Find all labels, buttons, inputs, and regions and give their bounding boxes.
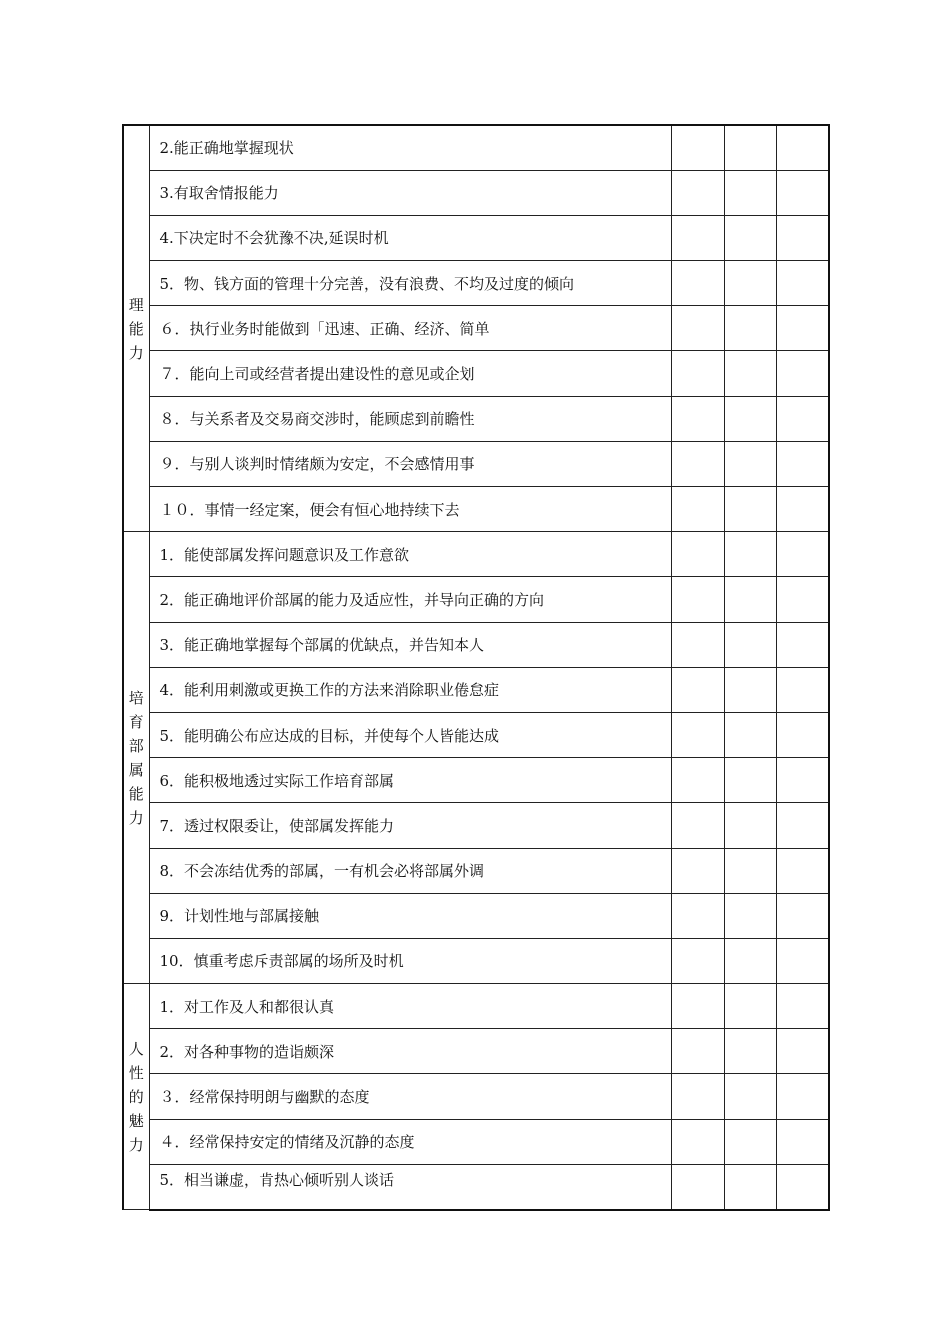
item-cell: 3.有取舍情报能力 [149,170,671,215]
score-cell[interactable] [671,441,724,486]
table-row [123,893,829,938]
score-cell[interactable] [776,1029,829,1074]
table-row [123,1119,829,1164]
score-cell[interactable] [724,622,776,667]
category-label: 理能力 [128,295,144,362]
score-cell[interactable] [724,984,776,1029]
score-cell[interactable] [776,984,829,1029]
table-row [123,396,829,441]
score-cell[interactable] [724,848,776,893]
item-cell: 2．对各种事物的造诣颇深 [149,1029,671,1074]
item-cell: ６．执行业务时能做到「迅速、正确、经济、简单 [149,306,671,351]
score-cell[interactable] [724,532,776,577]
score-cell[interactable] [724,1029,776,1074]
item-cell: 2．能正确地评价部属的能力及适应性，并导向正确的方向 [149,577,671,622]
table-row [123,170,829,215]
score-cell[interactable] [776,803,829,848]
category-cell [123,125,149,532]
score-cell[interactable] [776,667,829,712]
table-row [123,487,829,532]
score-cell[interactable] [724,487,776,532]
score-cell[interactable] [724,938,776,983]
table-row [123,984,829,1029]
item-cell: 6．能积极地透过实际工作培育部属 [149,758,671,803]
score-cell[interactable] [724,712,776,757]
score-cell[interactable] [671,803,724,848]
score-cell[interactable] [724,758,776,803]
score-cell[interactable] [671,938,724,983]
score-cell[interactable] [724,1164,776,1209]
item-cell: 5．物、钱方面的管理十分完善，没有浪费、不均及过度的倾向 [149,261,671,306]
item-cell: 9．计划性地与部属接触 [149,893,671,938]
score-cell[interactable] [776,532,829,577]
score-cell[interactable] [776,306,829,351]
item-cell: 1．能使部属发挥问题意识及工作意欲 [149,532,671,577]
item-cell: ７．能向上司或经营者提出建设性的意见或企划 [149,351,671,396]
item-cell: 4．能利用刺激或更换工作的方法来消除职业倦怠症 [149,667,671,712]
score-cell[interactable] [776,125,829,170]
score-cell[interactable] [671,351,724,396]
score-cell[interactable] [671,893,724,938]
item-cell: ８．与关系者及交易商交涉时，能顾虑到前瞻性 [149,396,671,441]
table-row [123,1029,829,1074]
score-cell[interactable] [776,758,829,803]
score-cell[interactable] [671,170,724,215]
score-cell[interactable] [776,441,829,486]
item-cell: ４．经常保持安定的情绪及沉静的态度 [149,1119,671,1164]
score-cell[interactable] [776,1074,829,1119]
score-cell[interactable] [671,215,724,260]
score-cell[interactable] [671,1119,724,1164]
score-cell[interactable] [671,396,724,441]
item-cell: 4.下决定时不会犹豫不决,延误时机 [149,215,671,260]
table-row [123,667,829,712]
item-cell: １０．事情一经定案，便会有恒心地持续下去 [149,487,671,532]
score-cell[interactable] [671,667,724,712]
score-cell[interactable] [671,1074,724,1119]
score-cell[interactable] [724,306,776,351]
score-cell[interactable] [776,1164,829,1209]
table-row [123,306,829,351]
score-cell[interactable] [776,215,829,260]
table-row [123,261,829,306]
score-cell[interactable] [776,170,829,215]
table-row [123,803,829,848]
item-cell: 3．能正确地掌握每个部属的优缺点，并告知本人 [149,622,671,667]
score-cell[interactable] [671,984,724,1029]
score-cell[interactable] [671,261,724,306]
table-row [123,532,829,577]
score-cell[interactable] [724,125,776,170]
table-row [123,938,829,983]
score-cell[interactable] [671,848,724,893]
score-cell[interactable] [776,893,829,938]
item-cell: 5．能明确公布应达成的目标，并使每个人皆能达成 [149,712,671,757]
table-row [123,1164,829,1209]
score-cell[interactable] [724,396,776,441]
score-cell[interactable] [776,396,829,441]
evaluation-table [122,124,830,1211]
table-row [123,351,829,396]
score-cell[interactable] [776,622,829,667]
table-row [123,848,829,893]
item-cell: 5．相当谦虚，肯热心倾听别人谈话 [149,1164,671,1209]
score-cell[interactable] [671,487,724,532]
table-row [123,577,829,622]
category-cell [123,984,149,1210]
score-cell[interactable] [776,848,829,893]
item-cell: 2.能正确地掌握现状 [149,125,671,170]
score-cell[interactable] [724,215,776,260]
score-cell[interactable] [776,577,829,622]
item-cell: 1．对工作及人和都很认真 [149,984,671,1029]
item-cell: 10．慎重考虑斥责部属的场所及时机 [149,938,671,983]
score-cell[interactable] [724,577,776,622]
score-cell[interactable] [776,1119,829,1164]
score-cell[interactable] [724,893,776,938]
category-label: 人性的魅力 [128,1039,144,1154]
table-row [123,622,829,667]
score-cell[interactable] [776,261,829,306]
score-cell[interactable] [776,712,829,757]
score-cell[interactable] [671,577,724,622]
score-cell[interactable] [671,125,724,170]
score-cell[interactable] [724,1119,776,1164]
item-cell: 8．不会冻结优秀的部属，一有机会必将部属外调 [149,848,671,893]
table-row [123,215,829,260]
score-cell[interactable] [671,306,724,351]
score-cell[interactable] [776,351,829,396]
item-cell: 7．透过权限委让，使部属发挥能力 [149,803,671,848]
table-row [123,441,829,486]
score-cell[interactable] [776,938,829,983]
score-cell[interactable] [671,532,724,577]
score-cell[interactable] [671,1029,724,1074]
table-row [123,758,829,803]
item-cell: ９．与别人谈判时情绪颇为安定，不会感情用事 [149,441,671,486]
score-cell[interactable] [671,712,724,757]
score-cell[interactable] [724,170,776,215]
category-label: 培育部属能力 [128,688,144,827]
score-cell[interactable] [724,261,776,306]
score-cell[interactable] [724,1074,776,1119]
score-cell[interactable] [724,351,776,396]
score-cell[interactable] [776,487,829,532]
score-cell[interactable] [724,667,776,712]
score-cell[interactable] [671,758,724,803]
category-cell [123,532,149,984]
table-row [123,1074,829,1119]
item-cell: ３．经常保持明朗与幽默的态度 [149,1074,671,1119]
table-row [123,712,829,757]
score-cell[interactable] [724,441,776,486]
table-row [123,125,829,170]
score-cell[interactable] [671,622,724,667]
score-cell[interactable] [724,803,776,848]
score-cell[interactable] [671,1164,724,1209]
